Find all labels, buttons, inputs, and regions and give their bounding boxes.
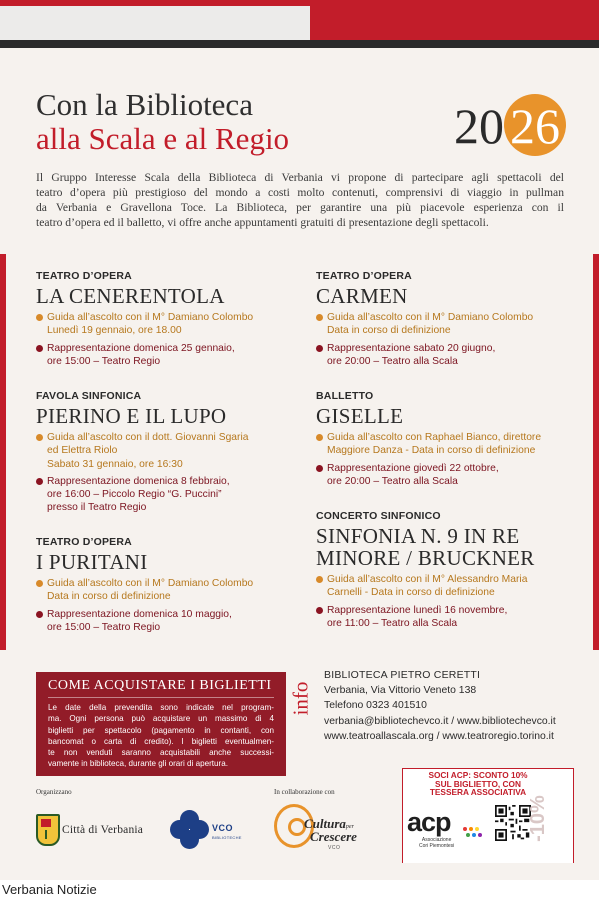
guide-line: Carnelli - Data in corso di definizione [327, 587, 495, 599]
intro-line: da Verbania e Gravellona Toce. La Biblioteca, per garantire una più piacevole esperienza con il [36, 201, 564, 214]
left-red-bar [0, 254, 6, 650]
acp-discount-text: SOCI ACP: SCONTO 10% SUL BIGLIETTO, CON TESSERA ASSOCIATIVA [428, 770, 528, 798]
bullet-icon [316, 314, 323, 321]
performance-line: ore 15:00 – Teatro Regio [47, 355, 161, 367]
right-red-bar [593, 254, 599, 650]
show-sinfonia-n9 [316, 510, 535, 630]
library-web-link[interactable]: verbania@bibliotechevco.it / www.bibliotechevco.it [324, 715, 556, 727]
performance-line: Rappresentazione domenica 8 febbraio, [47, 475, 230, 487]
performance-line: ore 16:00 – Piccolo Regio “G. Puccini” [47, 489, 222, 501]
bullet-icon [316, 607, 323, 614]
performance-entry [316, 462, 541, 489]
bullet-icon [316, 434, 323, 441]
tickets-line: ma. Ogni persona può acquistare un massimo di 4 [48, 714, 274, 724]
crest-icon [36, 814, 60, 846]
show-giselle [316, 390, 541, 488]
acp-subtitle: Associazione Cori Piemontesi [419, 837, 455, 849]
tickets-line: biglietti per spettacolo (pagamento in contanti, con [48, 725, 274, 735]
show-category: CONCERTO SINFONICO [316, 510, 441, 522]
percent-watermark: -10% [526, 795, 549, 842]
tickets-divider [48, 697, 274, 698]
show-title: I PURITANI [36, 550, 148, 574]
year-prefix: 20 [454, 98, 504, 154]
top-grey-band [0, 6, 310, 40]
bullet-icon [316, 345, 323, 352]
performance-line: ore 20:00 – Teatro alla Scala [327, 355, 458, 367]
guide-entry [316, 311, 533, 338]
performance-entry [316, 342, 533, 369]
info-label [288, 670, 320, 726]
guide-line: Guida all’ascolto con Raphael Bianco, direttore [327, 432, 542, 443]
guide-line: Maggiore Danza - Data in corso di definizione [327, 445, 536, 457]
intro-paragraph [36, 170, 564, 230]
cultura-text: Culturaper [304, 816, 354, 831]
bullet-icon [36, 314, 43, 321]
show-category: TEATRO D’OPERA [316, 270, 412, 282]
performance-line: Rappresentazione domenica 10 maggio, [47, 608, 232, 620]
bullet-icon [36, 580, 43, 587]
tickets-line: vamente in biblioteca, durante gli orari di apertura. [48, 759, 228, 769]
performance-entry [36, 608, 253, 635]
bullet-icon [36, 611, 43, 618]
guide-line: Guida all’ascolto con il M° Damiano Colombo [47, 578, 254, 589]
bullet-icon [316, 465, 323, 472]
show-category: BALLETTO [316, 390, 374, 402]
guide-line: Sabato 31 gennaio, ore 16:30 [47, 458, 183, 470]
show-category: TEATRO D’OPERA [36, 536, 132, 548]
theatre-web-link[interactable]: www.teatroallascala.org / www.teatroregio.torino.it [324, 730, 554, 742]
year-badge [452, 94, 572, 158]
top-dark-band [0, 40, 599, 48]
library-phone: Telefono 0323 401510 [324, 700, 427, 712]
title-line-1: Con la Biblioteca [36, 87, 253, 122]
qr-code-icon[interactable] [495, 805, 531, 841]
performance-line: ore 15:00 – Teatro Regio [47, 621, 161, 633]
intro-line: teatro d’opera ed il balletto, vi offre anche appuntamenti gratuiti di presentazione degli spettacoli. [36, 216, 489, 229]
show-title: LA CENERENTOLA [36, 284, 225, 308]
intro-line: teatro d’opera più prestigioso del mondo a costi molto contenuti, comprensivi di viaggio in pullman [36, 186, 564, 199]
performance-line: Rappresentazione domenica 25 gennaio, [47, 342, 235, 354]
show-title: GISELLE [316, 404, 404, 428]
performance-entry [36, 475, 248, 515]
guide-line: Data in corso di definizione [47, 591, 171, 603]
cultura-vco-text: VCO [328, 845, 341, 851]
citta-di-verbania-logo [36, 810, 156, 850]
guide-entry [316, 573, 535, 600]
tickets-line: te non venduti saranno acquistabili anche successi- [48, 748, 274, 758]
show-title: CARMEN [316, 284, 408, 308]
performance-line: Rappresentazione sabato 20 giugno, [327, 342, 496, 354]
bullet-icon [36, 434, 43, 441]
library-name: BIBLIOTECA PIETRO CERETTI [324, 669, 481, 681]
performance-entry [316, 604, 535, 631]
performance-entry [36, 342, 253, 369]
performance-line: Rappresentazione lunedì 16 novembre, [327, 604, 508, 616]
guide-entry [36, 431, 248, 471]
title-line-2: alla Scala e al Regio [36, 121, 290, 156]
vco-subtext: BIBLIOTECHE [212, 835, 242, 840]
show-category: FAVOLA SINFONICA [36, 390, 142, 402]
acp-logo-text: acp [407, 807, 451, 837]
organizers-label: Organizzano [36, 788, 72, 796]
guide-entry [36, 311, 253, 338]
collaboration-label: In collaborazione con [274, 788, 335, 796]
guide-line: ed Elettra Riolo [47, 445, 118, 457]
library-address: Verbania, Via Vittorio Veneto 138 [324, 685, 477, 697]
show-pierino-e-il-lupo [36, 390, 248, 515]
performance-line: ore 20:00 – Teatro alla Scala [327, 475, 458, 487]
guide-line: Guida all’ascolto con il M° Alessandro Maria [327, 574, 528, 585]
show-carmen [316, 270, 533, 368]
tickets-line: bancomat o carta di credito). I biglietti eventualmen- [48, 736, 274, 746]
acp-dots-icon [463, 827, 489, 841]
info-label-text: info [288, 681, 313, 716]
cultura-per-crescere-logo [274, 800, 394, 856]
show-category: TEATRO D’OPERA [36, 270, 132, 282]
performance-line: ore 11:00 – Teatro alla Scala [327, 617, 458, 629]
intro-line: Il Gruppo Interesse Scala della Biblioteca di Verbania vi propone di partecipare agli spettacoli del [36, 171, 564, 184]
guide-entry [36, 577, 253, 604]
guide-line: Guida all’ascolto con il M° Damiano Colombo [327, 312, 534, 323]
show-title: PIERINO E IL LUPO [36, 404, 227, 428]
tickets-line: Le date della prevendita sono indicate nel program- [48, 703, 274, 712]
show-la-cenerentola [36, 270, 253, 368]
tickets-box [36, 672, 286, 776]
crescere-text: Crescere [310, 829, 357, 844]
show-title: MINORE / BRUCKNER [316, 546, 535, 570]
guide-line: Lunedì 19 gennaio, ore 18.00 [47, 325, 182, 337]
performance-line: Rappresentazione giovedì 22 ottobre, [327, 462, 499, 474]
source-caption: Verbania Notizie [2, 882, 97, 897]
bullet-icon [316, 576, 323, 583]
acp-discount-box [402, 768, 574, 863]
citta-di-verbania-text: Città di Verbania [62, 824, 144, 836]
tickets-text [48, 702, 274, 770]
guide-line: Guida all’ascolto con il M° Damiano Colombo [47, 312, 254, 323]
year-suffix: 26 [510, 98, 560, 154]
bullet-icon [36, 345, 43, 352]
info-block [324, 668, 556, 744]
performance-line: presso il Teatro Regio [47, 502, 147, 514]
guide-line: Guida all’ascolto con il dott. Giovanni Sgaria [47, 432, 249, 443]
guide-line: Data in corso di definizione [327, 325, 451, 337]
show-title: SINFONIA N. 9 IN RE [316, 524, 520, 548]
tickets-title: COME ACQUISTARE I BIGLIETTI [48, 678, 272, 693]
bullet-icon [36, 478, 43, 485]
guide-entry [316, 431, 541, 458]
vco-flower-icon [170, 810, 210, 850]
show-i-puritani [36, 536, 253, 634]
vco-text: VCO [212, 823, 234, 833]
vco-biblioteche-logo [170, 808, 250, 852]
